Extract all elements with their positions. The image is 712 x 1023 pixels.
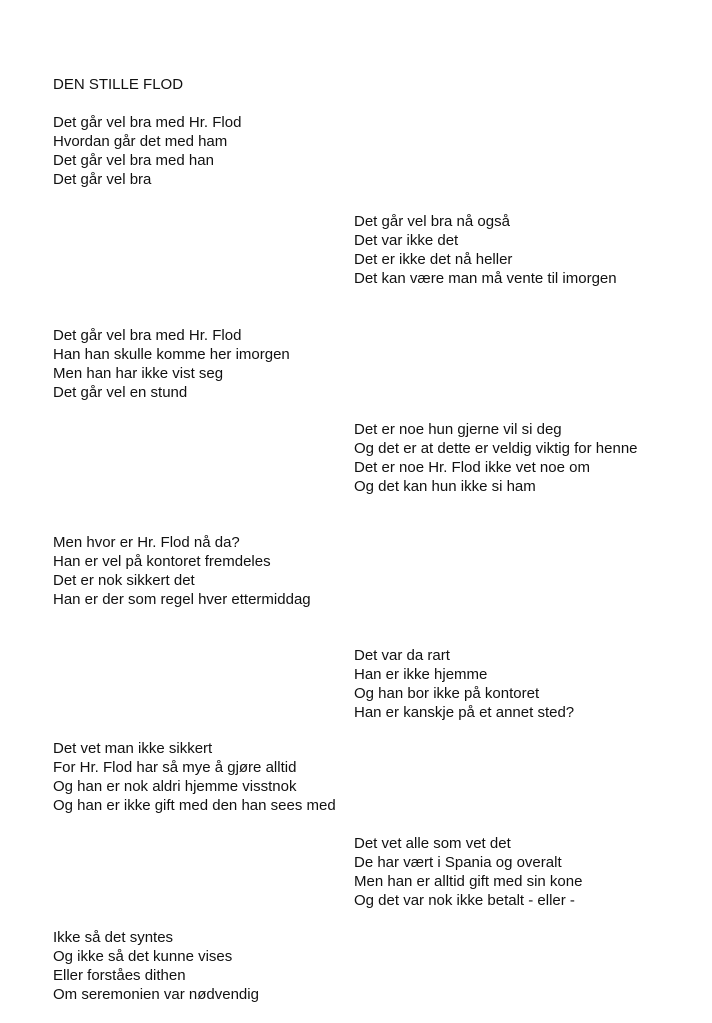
poem-line: Og det er at dette er veldig viktig for henne: [354, 440, 638, 457]
poem-line: Det kan være man må vente til imorgen: [354, 270, 617, 287]
poem-line: Det går vel bra nå også: [354, 213, 510, 230]
poem-line: Det går vel bra med Hr. Flod: [53, 114, 242, 131]
poem-line: Og han er nok aldri hjemme visstnok: [53, 778, 297, 795]
poem-line: Det går vel bra med han: [53, 152, 214, 169]
poem-line: Det går vel en stund: [53, 384, 188, 401]
poem-line: Hvordan går det med ham: [53, 133, 228, 150]
poem-line: Det er nok sikkert det: [53, 572, 195, 589]
poem-line: Han er vel på kontoret fremdeles: [53, 553, 271, 570]
poem-line: Det vet man ikke sikkert: [53, 740, 213, 757]
poem-line: Og ikke så det kunne vises: [53, 948, 233, 965]
poem-line: Det er ikke det nå heller: [354, 251, 513, 268]
poem-line: Og det var nok ikke betalt - eller -: [354, 892, 575, 909]
poem-line: Og det kan hun ikke si ham: [354, 478, 536, 495]
poem-line: Og han bor ikke på kontoret: [354, 685, 540, 702]
poem-line: Eller forståes dithen: [53, 967, 186, 984]
poem-line: Det går vel bra: [53, 171, 152, 188]
poem-line: Det er noe hun gjerne vil si deg: [354, 421, 562, 438]
poem-line: Han er kanskje på et annet sted?: [354, 704, 575, 721]
poem-line: Men han er alltid gift med sin kone: [354, 873, 583, 890]
poem-line: Om seremonien var nødvendig: [53, 986, 259, 1003]
poem-line: Det går vel bra med Hr. Flod: [53, 327, 242, 344]
poem-line: Men hvor er Hr. Flod nå da?: [53, 534, 240, 551]
poem-line: Han er ikke hjemme: [354, 666, 488, 683]
poem-line: Det vet alle som vet det: [354, 835, 511, 852]
poem-line: Det var da rart: [354, 647, 450, 664]
poem-line: Det var ikke det: [354, 232, 459, 249]
poem-line: Han han skulle komme her imorgen: [53, 346, 290, 363]
poem-title: DEN STILLE FLOD: [53, 76, 184, 93]
poem-line: Ikke så det syntes: [53, 929, 174, 946]
poem-line: For Hr. Flod har så mye å gjøre alltid: [53, 759, 297, 776]
poem-line: Men han har ikke vist seg: [53, 365, 224, 382]
poem-line: Det er noe Hr. Flod ikke vet noe om: [354, 459, 590, 476]
poem-line: Han er der som regel hver ettermiddag: [53, 591, 311, 608]
poem-line: Og han er ikke gift med den han sees med: [53, 797, 336, 814]
poem-line: De har vært i Spania og overalt: [354, 854, 562, 871]
